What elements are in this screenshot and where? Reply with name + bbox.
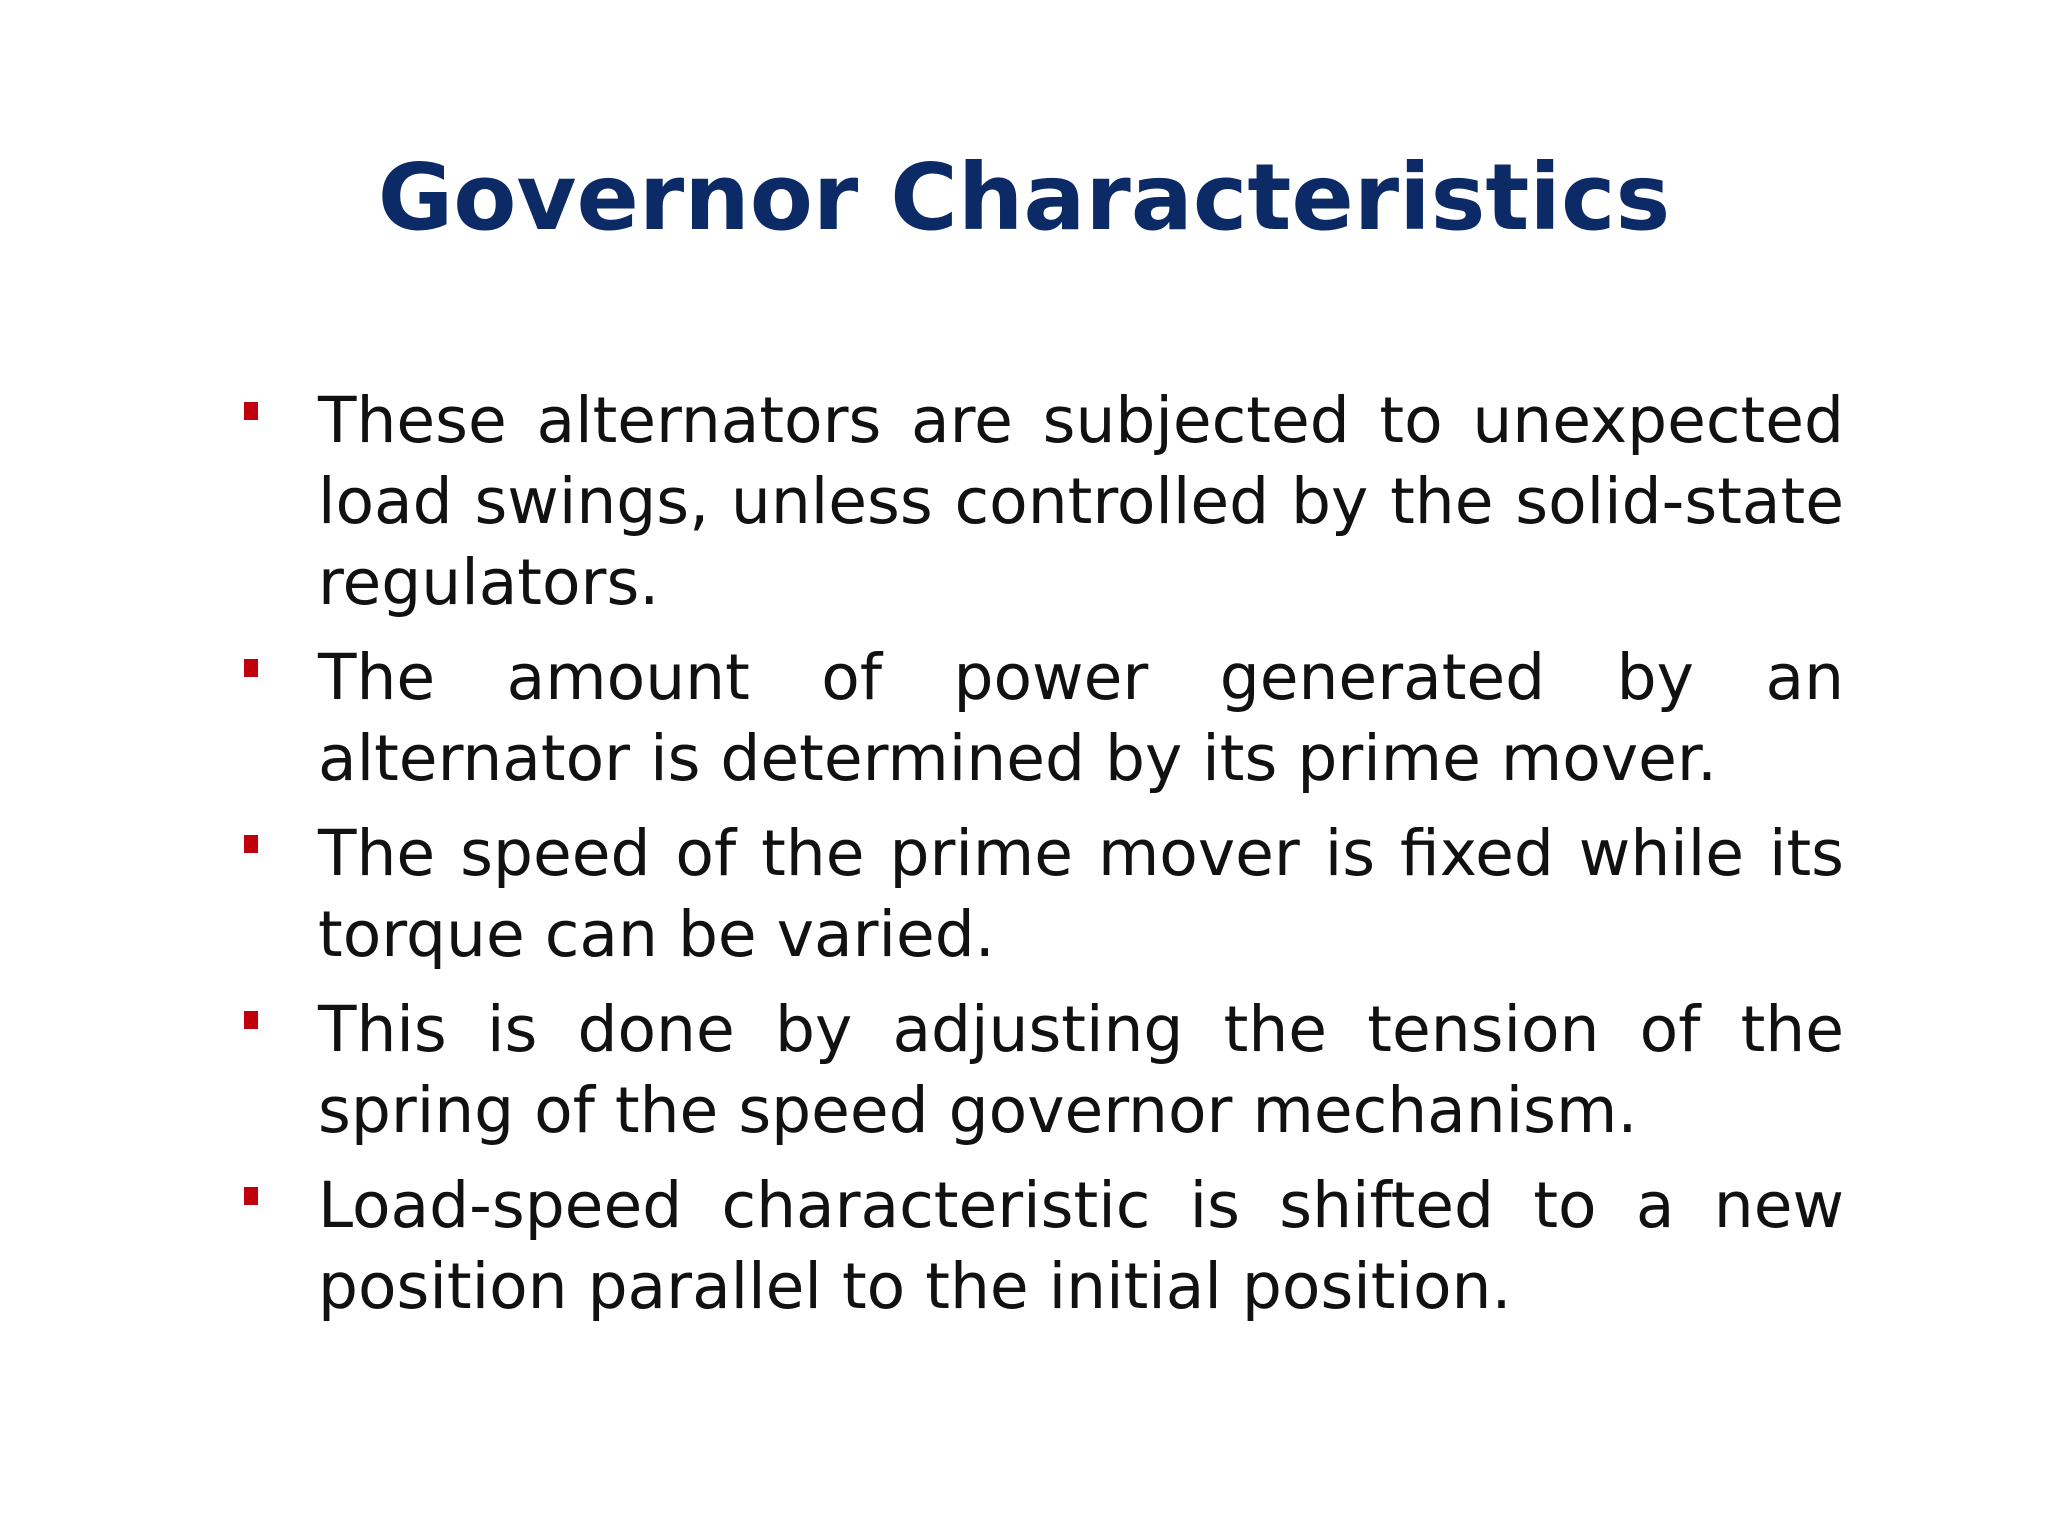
bullet-list <box>244 380 1844 1341</box>
bullet-item <box>244 1165 1844 1327</box>
bullet-text: These alternators are subjected to unexpected load swings, unless controlled by the solid-state regulators. <box>318 384 1844 619</box>
bullet-item <box>244 637 1844 799</box>
bullet-text: The speed of the prime mover is fixed while its torque can be varied. <box>318 817 1844 971</box>
slide-title: Governor Characteristics <box>377 144 1671 251</box>
square-bullet-icon <box>244 1187 258 1205</box>
bullet-item <box>244 813 1844 975</box>
square-bullet-icon <box>244 1011 258 1029</box>
square-bullet-icon <box>244 402 258 420</box>
bullet-text: Load-speed characteristic is shifted to a new position parallel to the initial position. <box>318 1169 1844 1323</box>
bullet-text: This is done by adjusting the tension of the spring of the speed governor mechanism. <box>318 993 1844 1147</box>
square-bullet-icon <box>244 659 258 677</box>
bullet-item <box>244 989 1844 1151</box>
square-bullet-icon <box>244 835 258 853</box>
bullet-text: The amount of power generated by an alternator is determined by its prime mover. <box>318 641 1844 795</box>
bullet-item <box>244 380 1844 623</box>
